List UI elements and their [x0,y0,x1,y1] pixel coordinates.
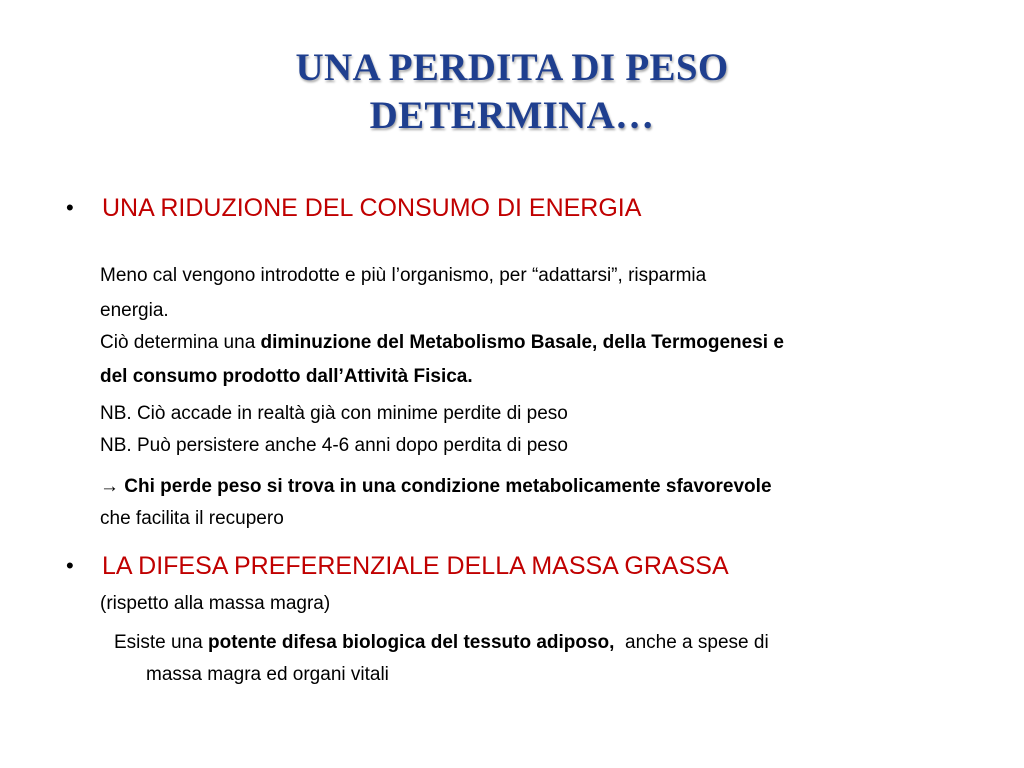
bullet-1-conclusion-rest: che facilita il recupero [100,508,284,529]
nb-line-1: NB. Ciò accade in realtà già con minime perdite di peso [100,403,568,424]
bullet-1-paragraph-2-cont [100,361,473,392]
bullet-dot: • [66,553,74,578]
bullet-1-p2-bold-b: del consumo prodotto dall’Attività Fisica. [100,366,473,387]
bullet-1-conclusion [100,471,772,502]
bullet-1-p1-line2: energia. [100,300,169,321]
bullet-2-heading: LA DIFESA PREFERENZIALE DELLA MASSA GRASSA [102,552,729,580]
bullet-1-paragraph-2 [100,327,784,358]
bullet-2-p-line2: massa magra ed organi vitali [146,664,389,685]
bullet-2-p-rest: anche a spese di [614,632,769,653]
bullet-1-p2-prefix: Ciò determina una [100,332,261,353]
bullet-2-p-bold: potente difesa biologica del tessuto adiposo, [208,632,615,653]
slide-title-line2: DETERMINA… [369,94,655,137]
bullet-1-p1-line1: Meno cal vengono introdotte e più l’organismo, per “adattarsi”, risparmia [100,265,707,286]
bullet-2-paragraph [114,627,769,691]
slide-title [0,44,1024,140]
bullet-2-p-prefix: Esiste una [114,632,208,653]
bullet-1-paragraph-1-cont [100,295,169,326]
bullet-dot: • [66,195,74,220]
bullet-1-nb-2 [100,430,568,461]
bullet-1-paragraph-1 [100,260,706,291]
bullet-1-nb-1 [100,398,568,429]
bullet-1-p2-bold-a: diminuzione del Metabolismo Basale, della Termogenesi e [260,332,784,353]
bullet-1-heading: UNA RIDUZIONE DEL CONSUMO DI ENERGIA [102,194,642,222]
bullet-2-subheading [100,588,330,619]
bullet-1-conclusion-bold: Chi perde peso si trova in una condizione metabolicamente sfavorevole [124,476,772,497]
bullet-2-subheading-text: (rispetto alla massa magra) [100,593,331,614]
slide-title-line1: UNA PERDITA DI PESO [295,46,729,89]
bullet-1-conclusion-cont [100,503,284,534]
nb-line-2: NB. Può persistere anche 4-6 anni dopo perdita di peso [100,435,568,456]
arrow-icon: → [100,476,119,497]
